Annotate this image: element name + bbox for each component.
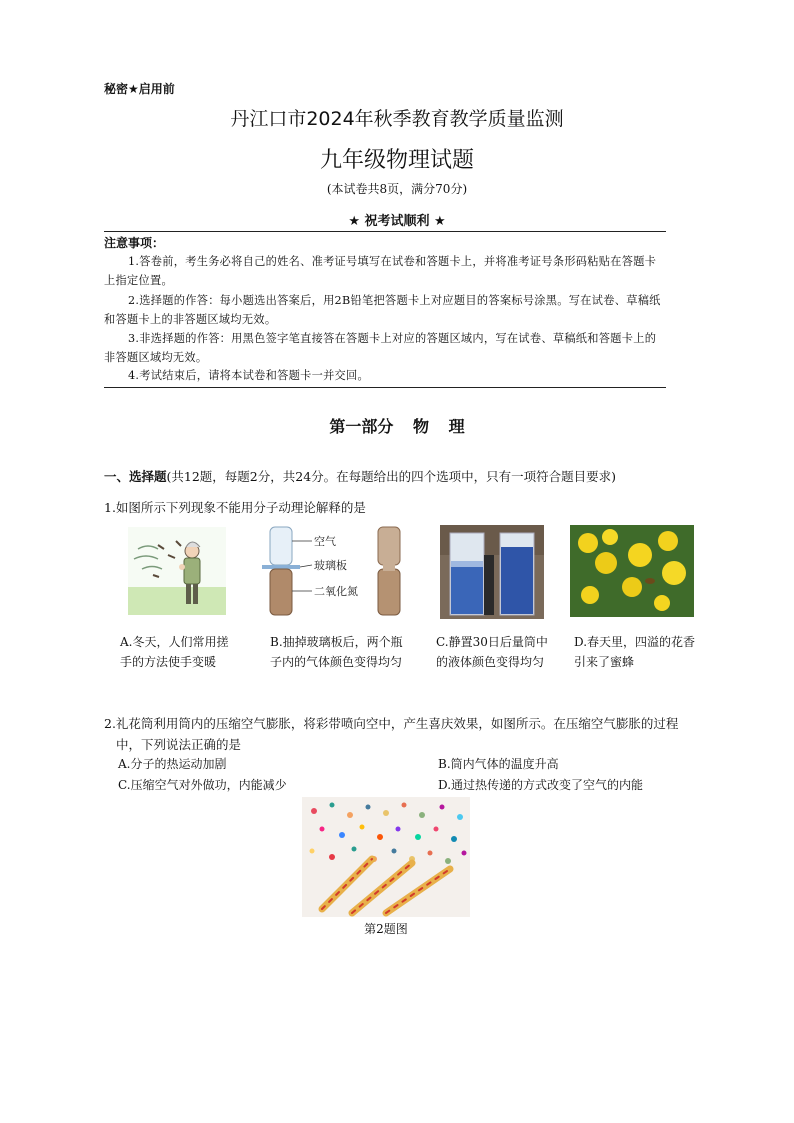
q2-option-b: B.筒内气体的温度升高 xyxy=(438,757,559,771)
q1-stem: 1.如图所示下列现象不能用分子动理论解释的是 xyxy=(104,500,366,515)
good-luck-banner: ★ 祝考试顺利 ★ xyxy=(348,214,446,229)
note-item-1: 1.答卷前，考生务必将自己的姓名、准考证号填写在试卷和答题卡上，并将准考证号条形码粘贴在答题卡上指定位置。 xyxy=(104,255,657,287)
label-air: 空气 xyxy=(314,535,336,548)
note-item-2: 2.选择题的作答：每小题选出答案后，用2B铅笔把答题卡上对应题目的答案标号涂黑。写在试卷、草稿纸和答题卡上的非答题区域均无效。 xyxy=(104,294,661,326)
q1-figure-b-gas-jars xyxy=(258,525,418,617)
q2-option-c: C.压缩空气对外做功，内能减少 xyxy=(118,778,287,792)
part1-heading-bold: 一、选择题 xyxy=(104,469,167,484)
note-item-3: 3.非选择题的作答：用黑色签字笔直接答在答题卡上对应的答题区域内，写在试卷、草稿纸和答题卡上的非答题区域均无效。 xyxy=(104,332,657,364)
part1-heading xyxy=(104,467,616,485)
note-item-4: 4.考试结束后，请将本试卷和答题卡一并交回。 xyxy=(128,369,370,382)
part1-heading-rest: (共12题，每题2分，共24分。在每题给出的四个选项中，只有一项符合题目要求) xyxy=(166,469,617,484)
q1-option-c: C.静置30日后量筒中的液体颜色变得均匀 xyxy=(436,635,548,669)
q1-option-a: A.冬天，人们常用搓手的方法使手变暖 xyxy=(120,635,229,669)
label-glass-plate: 玻璃板 xyxy=(314,559,347,572)
q1-option-d: D.春天里，四溢的花香引来了蜜蜂 xyxy=(574,635,696,669)
q1-option-b: B.抽掉玻璃板后，两个瓶子内的气体颜色变得均匀 xyxy=(270,635,403,669)
divider-top xyxy=(104,231,666,232)
q1-figure-a-rubbing-hands xyxy=(128,527,226,615)
exam-title: 丹江口市2024年秋季教育教学质量监测 xyxy=(230,108,564,130)
q1-figure-c-cylinders xyxy=(440,525,544,619)
section-title: 第一部分 物 理 xyxy=(329,417,465,436)
q1-figure-d-flowers xyxy=(570,525,694,617)
notes-heading: 注意事项： xyxy=(104,236,165,250)
exam-subject-title: 九年级物理试题 xyxy=(319,148,474,173)
label-no2: 二氧化氮 xyxy=(314,585,358,598)
q2-option-a: A.分子的热运动加剧 xyxy=(118,757,227,771)
q2-stem: 2.礼花筒利用筒内的压缩空气膨胀，将彩带喷向空中，产生喜庆效果，如图所示。在压缩空气膨胀的过程中，下列说法正确的是 xyxy=(104,716,679,752)
q2-option-d: D.通过热传递的方式改变了空气的内能 xyxy=(438,778,644,792)
q2-figure-caption: 第2题图 xyxy=(364,922,408,936)
q2-figure-confetti-poppers xyxy=(302,797,470,917)
confidential-mark: 秘密★启用前 xyxy=(104,82,175,96)
divider-bottom xyxy=(104,387,666,388)
exam-subtitle: (本试卷共8页，满分70分) xyxy=(326,182,468,196)
